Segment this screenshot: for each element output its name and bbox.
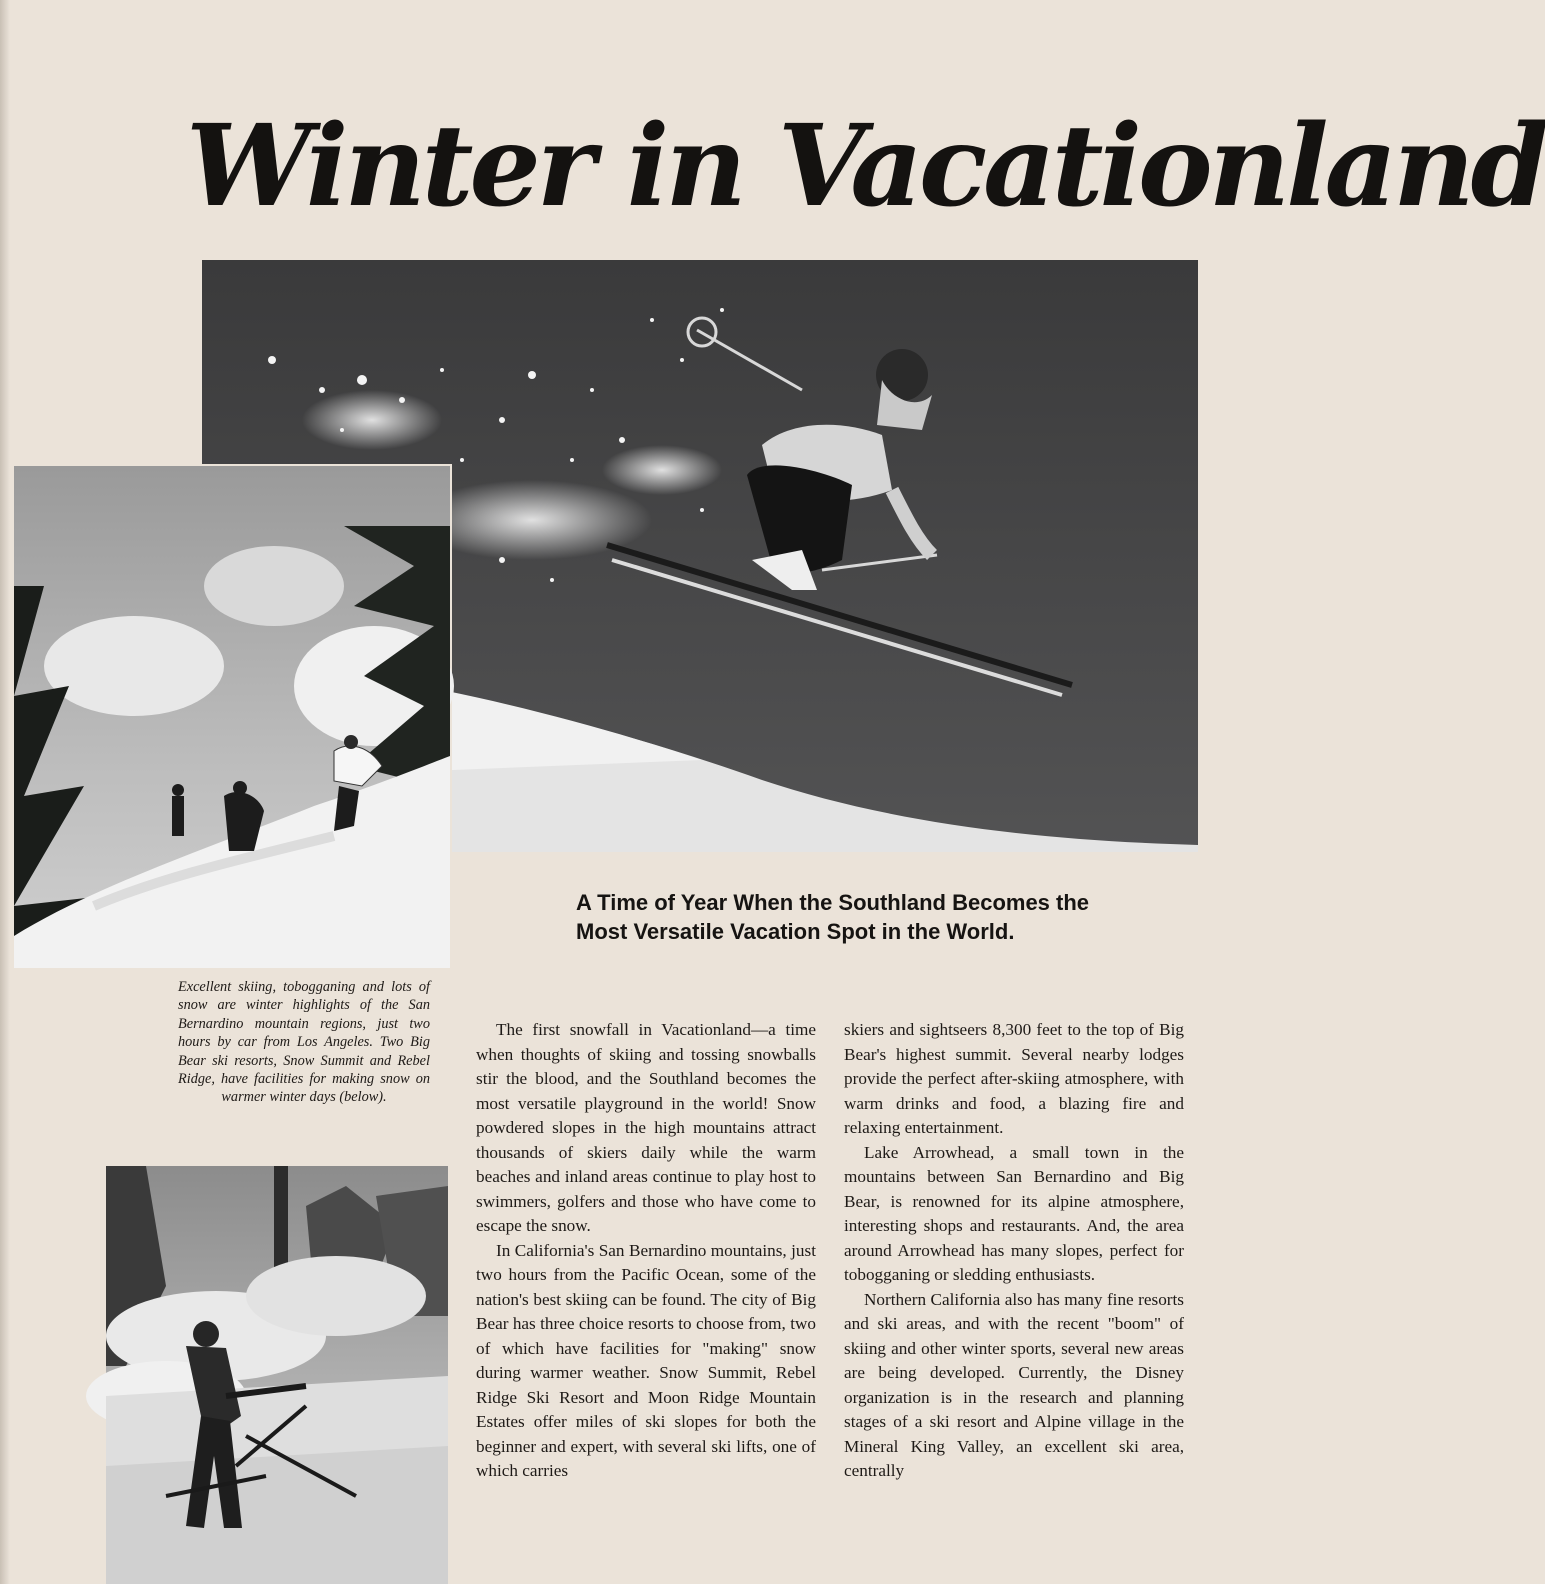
article-column-2 xyxy=(844,1018,1184,1484)
photo-caption: Excellent skiing, tobogganing and lots of snow are winter highlights of the San Bernardino mountain regions, just two hours by car from Los Angeles. Two Big Bear ski resorts, Snow Summit and Rebel Ridge, have facilities for making snow on warmer winter days (below). xyxy=(178,979,430,1106)
article-paragraph: In California's San Bernardino mountains, just two hours from the Pacific Ocean, some of the nation's best skiing can be found. The city of Big Bear has three choice resorts to choose from, two of which have facilities for "making" snow during warmer weather. Snow Summit, Rebel Ridge Ski Resort and Moon Ridge Mountain Estates offer miles of ski slopes for both the beginner and expert, with several ski lifts, one of which carries xyxy=(476,1240,816,1480)
page-edge-shadow xyxy=(0,0,10,1584)
article-paragraph: skiers and sightseers 8,300 feet to the top of Big Bear's highest summit. Several nearby lodges provide the perfect after-skiing atmosphere, with warm drinks and food, a blazing fire and relaxing entertainment. xyxy=(844,1020,1184,1137)
snow-making-photo xyxy=(106,1166,448,1584)
article-column-1 xyxy=(476,1018,816,1484)
headline: Winter in Vacationland xyxy=(186,101,1545,232)
article-paragraph: Lake Arrowhead, a small town in the mountains between San Bernardino and Big Bear, is renowned for its alpine atmosphere, interesting shops and restaurants. And, the area around Arrowhead has many slopes, perfect for tobogganing or sledding enthusiasts. xyxy=(844,1142,1184,1284)
article-paragraph: The first snowfall in Vacationland—a time when thoughts of skiing and tossing snowballs stir the blood, and the Southland becomes the most versatile playground in the world! Snow powdered slopes in the high mountains attract thousands of skiers daily while the warm beaches and inland areas continue to play host to swimmers, golfers and those who have come to escape the snow. xyxy=(476,1020,816,1235)
article-paragraph: Northern California also has many fine resorts and ski areas, and with the recent "boom" of skiing and other winter sports, several new areas are being developed. Currently, the Disney organization is in the research and planning stages of a ski resort and Alpine village in the Mineral King Valley, an excellent ski area, centrally xyxy=(844,1289,1184,1480)
skiers-on-slope-photo xyxy=(14,464,452,968)
article-subhead: A Time of Year When the Southland Becomes the Most Versatile Vacation Spot in the World. xyxy=(576,890,1090,944)
